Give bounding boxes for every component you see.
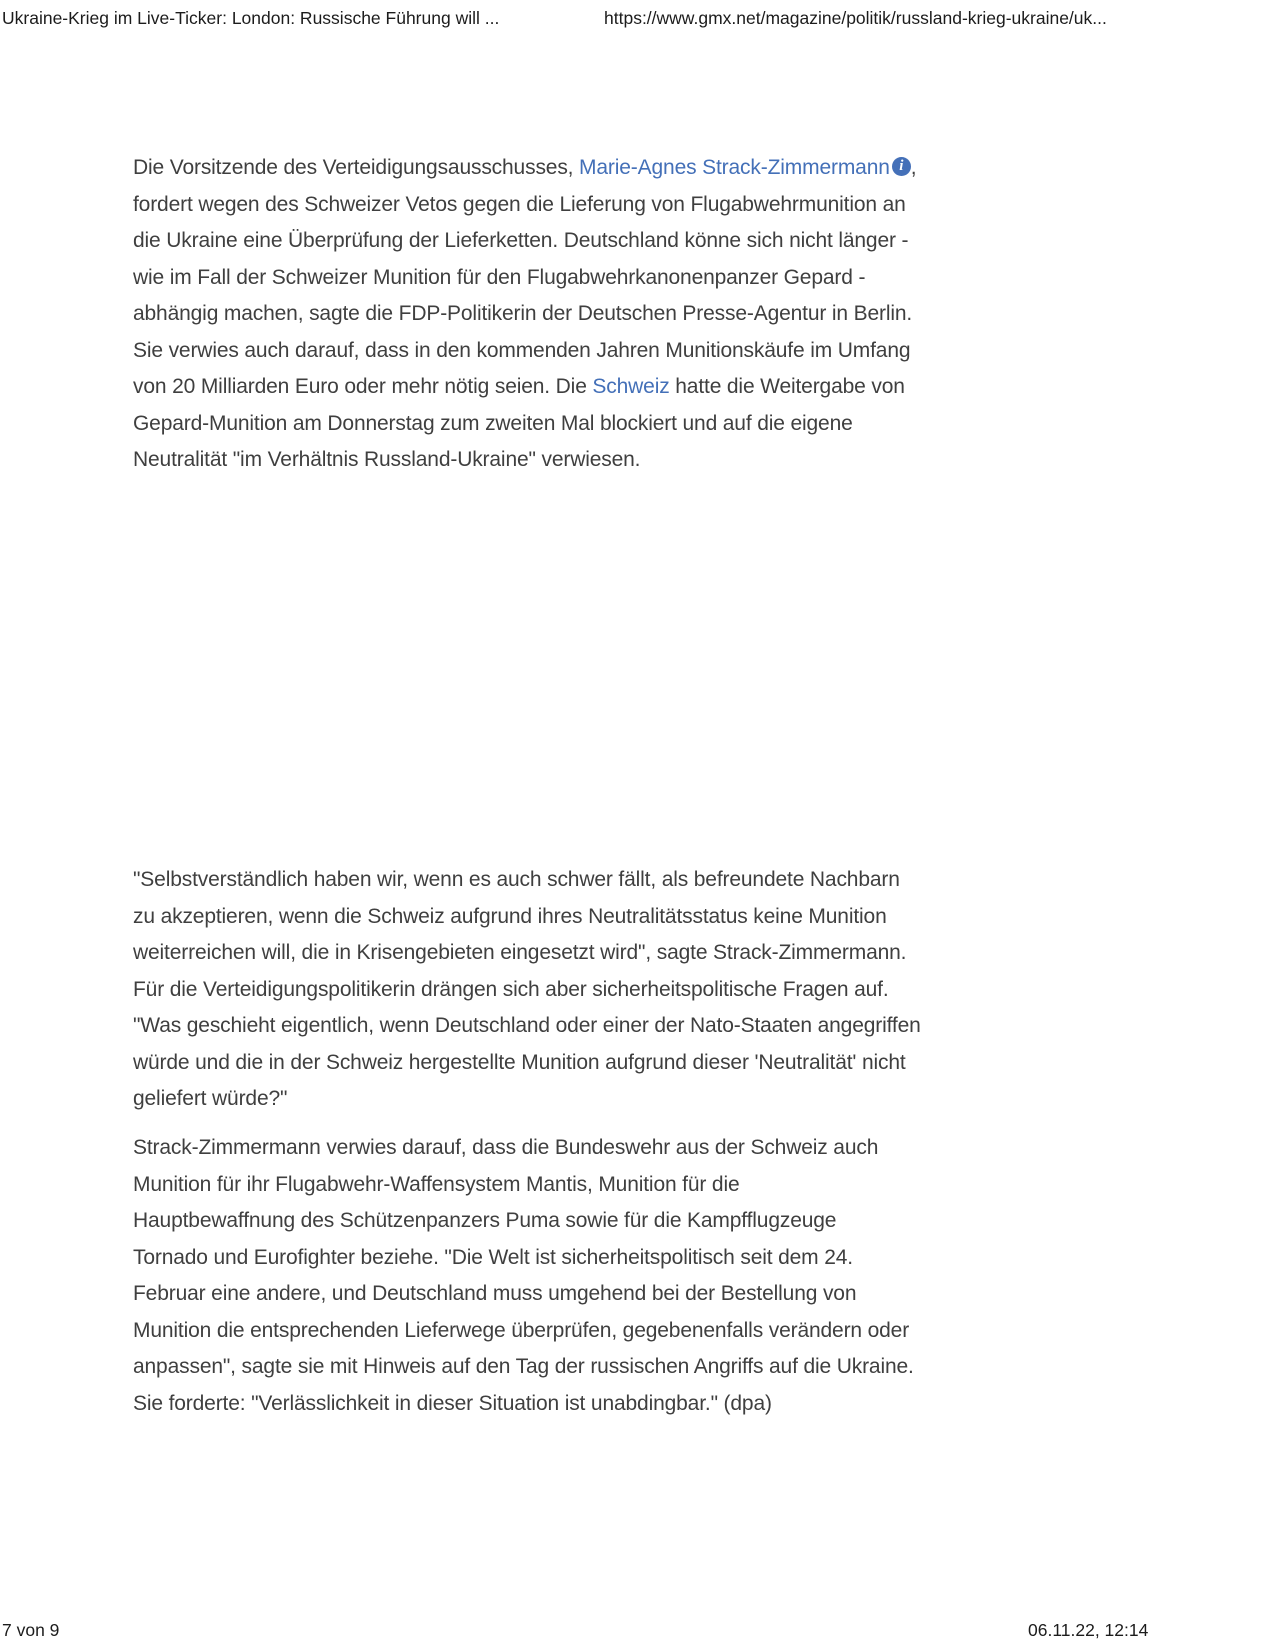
article-line (133, 260, 995, 297)
article-text: Munition für ihr Flugabwehr-Waffensystem Mantis, Munition für die (133, 1172, 740, 1196)
article-text: anpassen", sagte sie mit Hinweis auf den Tag der russischen Angriffs auf die Ukraine. (133, 1355, 914, 1378)
article-text: Für die Verteidigungspolitikerin drängen sich aber sicherheitspolitische Fragen auf. (133, 977, 889, 1001)
article-text: "Was geschieht eigentlich, wenn Deutschland oder einer der Nato-Staaten angegriffen (133, 1014, 921, 1037)
article-line (133, 442, 995, 479)
article-line (133, 1203, 995, 1240)
article-text: Tornado und Eurofighter beziehe. "Die Welt ist sicherheitspolitisch seit dem 24. (133, 1245, 853, 1269)
print-header-source-url: https://www.gmx.net/magazine/politik/russland-krieg-ukraine/uk... (604, 8, 1107, 28)
article-text: Strack-Zimmermann verwies darauf, dass die Bundeswehr aus der Schweiz auch (133, 1136, 879, 1159)
article-text: wie im Fall der Schweizer Munition für den Flugabwehrkanonenpanzer Gepard - (133, 265, 866, 289)
article-line (133, 899, 995, 936)
inline-link[interactable]: Marie-Agnes Strack-Zimmermann (579, 156, 890, 179)
article-text: von 20 Milliarden Euro oder mehr nötig seien. Die (133, 375, 593, 398)
article-text: Neutralität "im Verhältnis Russland-Ukraine" verwiesen. (133, 448, 641, 471)
article-line (133, 187, 995, 224)
print-footer-timestamp: 06.11.22, 12:14 (1028, 1620, 1149, 1640)
article-text: hatte die Weitergabe von (669, 375, 905, 398)
article (133, 150, 995, 1422)
inline-link[interactable]: Schweiz (592, 375, 670, 398)
article-line (133, 406, 995, 443)
article-text: zu akzeptieren, wenn die Schweiz aufgrund ihres Neutralitätsstatus keine Munition (133, 904, 887, 928)
article-line (133, 150, 995, 187)
article-text: fordert wegen des Schweizer Vetos gegen die Lieferung von Flugabwehrmunition an (133, 192, 906, 216)
article-line (133, 862, 995, 899)
info-icon[interactable] (892, 157, 911, 176)
article-line (133, 369, 995, 406)
article-text: Hauptbewaffnung des Schützenpanzers Puma sowie für die Kampfflugzeuge (133, 1209, 837, 1232)
article-line (133, 1386, 995, 1423)
article-text: abhängig machen, sagte die FDP-Politikerin der Deutschen Presse-Agentur in Berlin. (133, 302, 913, 325)
article-line (133, 1276, 995, 1313)
article-line (133, 1081, 995, 1118)
article-line (133, 1349, 995, 1386)
article-text: die Ukraine eine Überprüfung der Lieferketten. Deutschland könne sich nicht länger - (133, 229, 909, 252)
article-text: würde und die in der Schweiz hergestellte Munition aufgrund dieser 'Neutralität' nicht (133, 1050, 906, 1074)
article-line (133, 1045, 995, 1082)
paragraph-strack-zimmermann-veto (133, 150, 995, 479)
article-text: Die Vorsitzende des Verteidigungsausschusses, (133, 156, 580, 179)
article-text: "Selbstverständlich haben wir, wenn es auch schwer fällt, als befreundete Nachbarn (133, 868, 900, 891)
article-line (133, 1167, 995, 1204)
paragraph-bundeswehr-bezuege (133, 1130, 995, 1422)
article-line (133, 1008, 995, 1045)
article-line (133, 1240, 995, 1277)
info-icon-glyph: i (899, 158, 904, 174)
article-line (133, 223, 995, 260)
article-line (133, 296, 995, 333)
article-line (133, 333, 995, 370)
print-footer-page-indicator: 7 von 9 (2, 1620, 60, 1640)
article-text: Gepard-Munition am Donnerstag zum zweiten Mal blockiert und auf die eigene (133, 411, 853, 435)
article-line (133, 1313, 995, 1350)
article-text: Sie forderte: "Verlässlichkeit in dieser Situation ist unabdingbar." (dpa) (133, 1391, 772, 1415)
print-header-document-title: Ukraine-Krieg im Live-Ticker: London: Russische Führung will ... (2, 8, 500, 28)
article-line (133, 935, 995, 972)
article-text: geliefert würde?" (133, 1087, 288, 1110)
article-text: Februar eine andere, und Deutschland muss umgehend bei der Bestellung von (133, 1282, 857, 1305)
article-line (133, 972, 995, 1009)
article-text: weiterreichen will, die in Krisengebieten eingesetzt wird", sagte Strack-Zimmermann. (133, 941, 907, 964)
article-text: Munition die entsprechenden Lieferwege überprüfen, gegebenenfalls verändern oder (133, 1318, 910, 1342)
article-line (133, 1130, 995, 1167)
article-text: , (910, 156, 917, 179)
article-text: Sie verwies auch darauf, dass in den kommenden Jahren Munitionskäufe im Umfang (133, 338, 911, 362)
paragraph-zitat-neutralitaet (133, 862, 995, 1118)
